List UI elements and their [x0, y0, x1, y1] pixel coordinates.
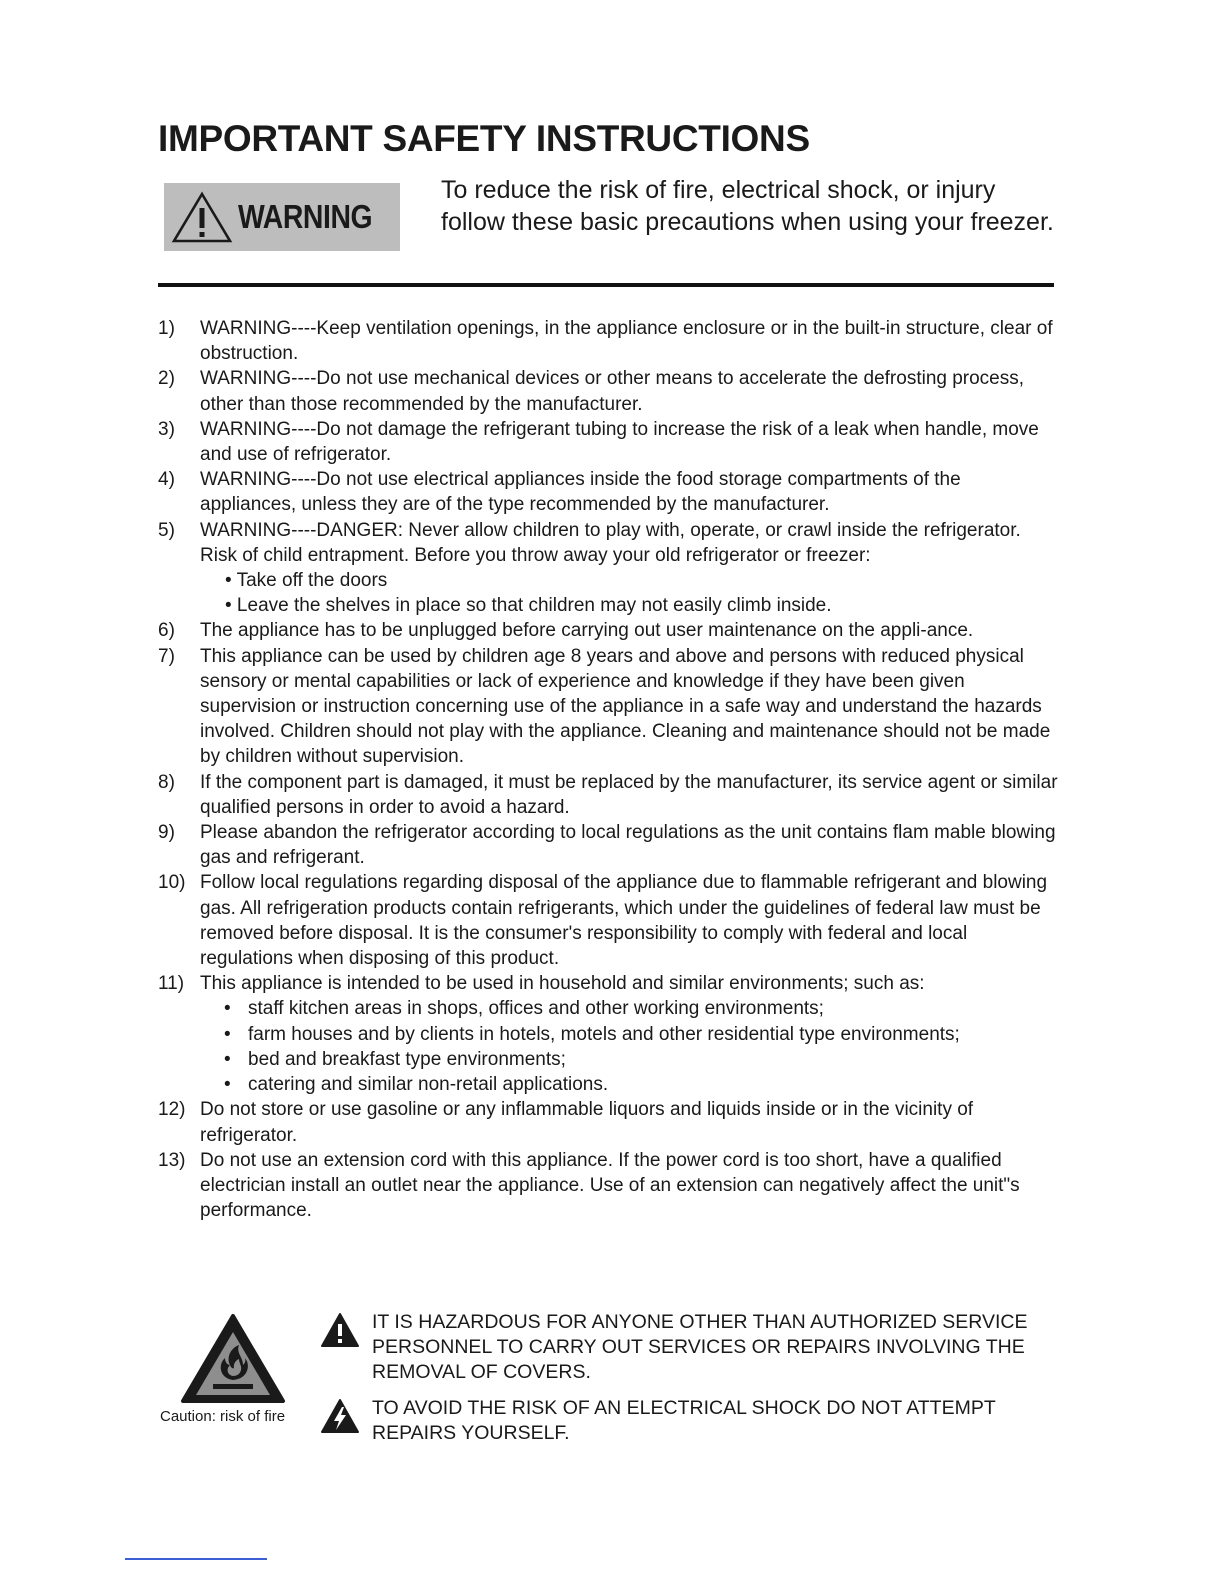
item-number: 12) [158, 1099, 186, 1121]
sub-bullet [200, 996, 1058, 1021]
list-item [158, 366, 1058, 416]
item-number: 8) [158, 771, 175, 793]
list-item [158, 820, 1058, 870]
sub-bullet: • Leave the shelves in place so that children may not easily climb inside. [225, 595, 832, 617]
item-number: 6) [158, 620, 175, 642]
item-text: This appliance is intended to be used in household and similar environments; such as: [200, 973, 925, 995]
item-text: Please abandon the refrigerator according to local regulations as the unit contains flam mable blowing gas and refrigerant. [200, 822, 1056, 869]
list-item [158, 618, 1058, 643]
list-item [158, 518, 1058, 619]
bullet-dot: • [224, 1074, 231, 1096]
bullet-dot: • [224, 1048, 231, 1070]
item-number: 4) [158, 469, 175, 491]
sub-bullet-text: farm houses and by clients in hotels, motels and other residential type environments; [248, 1023, 960, 1045]
warning-badge [164, 183, 400, 251]
intro-text: To reduce the risk of fire, electrical shock, or injury follow these basic precautions when using your freezer. [441, 176, 1054, 236]
item-text: WARNING----Do not damage the refrigerant tubing to increase the risk of a leak when handle, move and use of refrigerator. [200, 418, 1039, 466]
list-item [158, 870, 1058, 971]
item-number: 5) [158, 519, 175, 541]
item-number: 3) [158, 418, 175, 440]
instruction-list [158, 316, 1058, 1223]
list-item [158, 467, 1058, 517]
divider [158, 283, 1054, 287]
warning-triangle-icon [170, 189, 234, 245]
notice-authorized-text: IT IS HAZARDOUS FOR ANYONE OTHER THAN AUTHORIZED SERVICE PERSONNEL TO CARRY OUT SERVICES OR REPAIRS INVOLVING THE REMOVAL OF COVERS. [372, 1311, 1028, 1384]
bullet-dot: • [224, 1023, 231, 1045]
footer-link-underline [125, 1558, 267, 1560]
item-number: 13) [158, 1149, 186, 1171]
list-item [158, 1148, 1058, 1224]
page-title: IMPORTANT SAFETY INSTRUCTIONS [158, 118, 810, 159]
item-text: The appliance has to be unplugged before carrying out user maintenance on the appli-ance. [200, 620, 974, 642]
sub-bullet-text: catering and similar non-retail applications. [248, 1074, 609, 1096]
item-text: WARNING----DANGER: Never allow children to play with, operate, or crawl inside the refrigerator. Risk of child entrapment. Before you throw away your old refrigerator or freezer: [200, 519, 1021, 566]
item-number: 1) [158, 318, 175, 339]
item-text: WARNING----Keep ventilation openings, in the appliance enclosure or in the built-in structure, clear of obstruction. [200, 318, 1053, 365]
item-text: Follow local regulations regarding disposal of the appliance due to flammable refrigerant and blowing gas. All refrigeration products contain refrigerants, which under the guidelines of federal law must be removed before disposal. It is the consumer's responsibility to comply with federal and local regulations when disposing of this product. [200, 872, 1048, 970]
item-text: If the component part is damaged, it must be replaced by the manufacturer, its service agent or similar qualified persons in order to avoid a hazard. [200, 771, 1058, 818]
item-number: 7) [158, 645, 175, 667]
list-item [158, 1097, 1058, 1147]
item-text: This appliance can be used by children age 8 years and above and persons with reduced physical sensory or mental capabilities or lack of experience and knowledge if they have been given supervision or instruction concerning use of the appliance in a safe way and understand the hazards involved. Children should not play with the appliance. Cleaning and maintenance should not be made by children without supervision. [200, 645, 1051, 768]
item-number: 11) [158, 973, 185, 995]
item-text: WARNING----Do not use mechanical devices or other means to accelerate the defrosting process, other than those recommended by the manufacturer. [200, 368, 1025, 415]
item-number: 9) [158, 822, 175, 844]
bullet-dot: • [224, 998, 231, 1020]
item-number: 2) [158, 368, 175, 390]
electric-shock-icon [320, 1398, 360, 1434]
sub-bullet: • Take off the doors [225, 570, 388, 592]
item-text: WARNING----Do not use electrical appliances inside the food storage compartments of the appliances, unless they are of the type recommended by the manufacturer. [200, 469, 961, 516]
item-text: Do not use an extension cord with this appliance. If the power cord is too short, have a qualified electrician install an outlet near the appliance. Use of an extension can negatively affect the unit"s performance. [200, 1149, 1020, 1222]
sub-bullet-text: bed and breakfast type environments; [248, 1048, 566, 1070]
sub-bullet [200, 1072, 1058, 1097]
exclamation-triangle-icon [320, 1312, 360, 1348]
fire-hazard-icon [179, 1312, 287, 1406]
item-number: 10) [158, 872, 186, 894]
list-item [158, 971, 1058, 1097]
sub-bullet-text: staff kitchen areas in shops, offices and other working environments; [248, 998, 824, 1020]
warning-label: WARNING [238, 198, 373, 235]
list-item [158, 644, 1058, 770]
sub-bullet [200, 1047, 1058, 1072]
fire-caption: Caution: risk of fire [160, 1408, 286, 1425]
list-item [158, 417, 1058, 467]
sub-bullet [200, 1022, 1058, 1047]
notice-shock-text: TO AVOID THE RISK OF AN ELECTRICAL SHOCK DO NOT ATTEMPT REPAIRS YOURSELF. [372, 1397, 996, 1445]
list-item [158, 770, 1058, 820]
list-item [158, 316, 1058, 366]
item-text: Do not store or use gasoline or any inflammable liquors and liquids inside or in the vicinity of refrigerator. [200, 1099, 974, 1146]
